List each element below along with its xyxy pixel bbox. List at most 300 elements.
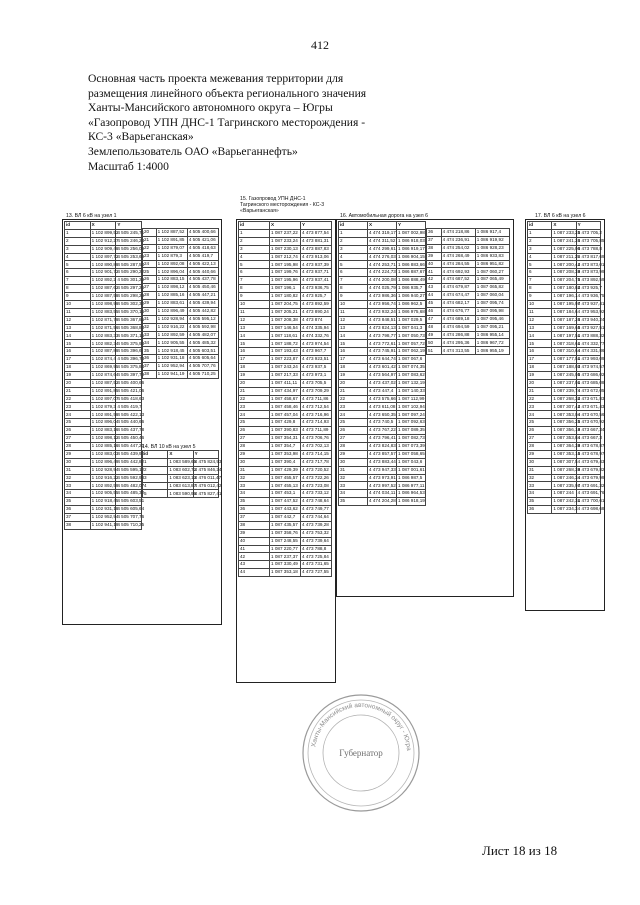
table-row (427, 236, 510, 244)
table-row (143, 490, 219, 498)
cell-x: 1 087 457,04 (270, 411, 301, 419)
cell-id: 36 (239, 506, 270, 514)
table-row (528, 442, 601, 450)
cell-x: 1 087 455,57 (270, 474, 301, 482)
table-row (143, 244, 219, 252)
cell-x: 1 102 885,16 (90, 442, 116, 450)
cell-x: 1 102 909,48 (90, 245, 116, 253)
cell-x: 1 102 897,07 (90, 395, 116, 403)
cell-x: 1 102 918,45 (90, 498, 116, 506)
cell-y: 4 475 846,24 (193, 466, 218, 474)
cell-id: 7 (528, 277, 552, 285)
cell-id: 24 (65, 411, 91, 419)
cell-id: 36 (427, 229, 442, 237)
cell-id: 25 (239, 419, 270, 427)
cell-y: 4 505 245,71 (116, 229, 142, 237)
table-row (528, 308, 601, 316)
table-row (339, 277, 426, 285)
cell-id: 35 (239, 498, 270, 506)
cell-y: 4 473 748,64 (301, 498, 332, 506)
cell-y: 4 505 297,26 (116, 285, 142, 293)
table-row (239, 269, 332, 277)
cell-x: 1 087 211,25 (552, 253, 576, 261)
table-row (65, 237, 142, 245)
cell-x: 1 102 916,22 (156, 323, 187, 331)
cell-x: 4 473 740,5 (368, 419, 397, 427)
cell-x: 1 087 364,39 (552, 442, 576, 450)
cell-x: 4 473 947,33 (368, 466, 397, 474)
table-row (65, 277, 142, 285)
cell-x: 4 474 254,02 (441, 244, 475, 252)
cell-y: 1 087 065,49 (475, 276, 509, 284)
table-row (143, 252, 219, 260)
column-header-id: id (65, 222, 91, 230)
cell-y: 4 505 450,46 (187, 284, 218, 292)
table-row (65, 387, 142, 395)
table-row (528, 387, 601, 395)
cell-id: 4 (65, 253, 91, 261)
cell-id: 7 (339, 277, 368, 285)
cell-id: 34 (65, 490, 91, 498)
table-row (239, 340, 332, 348)
table-13-continued (142, 228, 219, 379)
cell-x: 1 087 268,39 (552, 466, 576, 474)
cell-y: 1 087 001,61 (397, 466, 426, 474)
cell-y: 4 473 679,99 (576, 474, 600, 482)
cell-y: 4 475 824,93 (193, 458, 218, 466)
cell-x: 1 087 354,7 (270, 442, 301, 450)
cell-id: 50 (427, 339, 442, 347)
table-14 (142, 450, 222, 498)
cell-x: 4 474 268,49 (441, 252, 475, 260)
table-row (65, 474, 142, 482)
cell-y: 4 473 993,09 (576, 356, 600, 364)
cell-x: 1 087 208,38 (270, 316, 301, 324)
cell-y: 4 473 892,59 (301, 300, 332, 308)
cell-id: 2 (239, 237, 270, 245)
cell-id: 2 (65, 237, 91, 245)
table-row (65, 269, 142, 277)
cell-id: 6 (528, 269, 552, 277)
cell-x: 1 102 892,2 (90, 277, 116, 285)
table-row (528, 277, 601, 285)
table-row (65, 521, 142, 529)
cell-x: 1 087 204,75 (552, 277, 576, 285)
cell-y: 4 505 482,07 (116, 482, 142, 490)
cell-id: 3 (339, 245, 368, 253)
sheet-label: Лист 18 из 18 (482, 843, 558, 858)
cell-x: 4 473 798,77 (368, 332, 397, 340)
cell-x: 1 087 243,24 (270, 364, 301, 372)
table-row (339, 371, 426, 379)
cell-y: 4 474 331,86 (576, 348, 600, 356)
cell-x: 4 474 319,17 (368, 229, 397, 237)
cell-y: 4 505 370,16 (116, 308, 142, 316)
cell-x: 1 087 195,96 (270, 277, 301, 285)
cell-x: 4 473 973,91 (368, 474, 397, 482)
cell-y: 4 505 485,32 (187, 339, 218, 347)
table-row (65, 308, 142, 316)
table-row (427, 300, 510, 308)
table-row (65, 411, 142, 419)
table-row (339, 340, 426, 348)
table-row (143, 323, 219, 331)
table-row (143, 466, 219, 474)
cell-y: 1 087 043,6 (397, 458, 426, 466)
cell-y: 4 505 375,93 (116, 340, 142, 348)
cell-y: 4 473 706,76 (301, 435, 332, 443)
cell-x: 1 087 233,25 (552, 229, 576, 237)
cell-x: 4 473 772,61 (368, 340, 397, 348)
cell-y: 1 086 964,53 (397, 490, 426, 498)
cell-y: 4 505 485,32 (116, 490, 142, 498)
cell-y: 1 086 928,23 (475, 244, 509, 252)
cell-id: 21 (528, 387, 552, 395)
cell-x: 4 473 824,13 (368, 324, 397, 332)
cell-y: 4 505 605,64 (116, 506, 142, 514)
cell-y: 4 473 678,87 (576, 442, 600, 450)
table-row (239, 348, 332, 356)
table-row (339, 229, 426, 237)
table-row (65, 435, 142, 443)
table-row (239, 379, 332, 387)
cell-x: 1 102 890,88 (90, 261, 116, 269)
cell-x: 4 474 253,71 (368, 261, 397, 269)
column-header-x: X (168, 451, 193, 459)
cell-id: 1 (528, 229, 552, 237)
cell-y: 4 473 698,68 (576, 506, 600, 514)
cell-id: 26 (65, 427, 91, 435)
cell-id: 11 (65, 308, 91, 316)
cell-y: 4 473 731,65 (301, 561, 332, 569)
table-row (528, 245, 601, 253)
table-row (339, 261, 426, 269)
cell-x: 1 083 613,87 (168, 482, 193, 490)
table-row (239, 561, 332, 569)
table-row (528, 229, 601, 237)
table-row (528, 403, 601, 411)
cell-x: 1 102 899,52 (90, 229, 116, 237)
cell-id: 14 (339, 332, 368, 340)
cell-id: 13 (339, 324, 368, 332)
cell-y: 4 473 788,8 (576, 245, 600, 253)
cell-id: 2 (528, 237, 552, 245)
cell-id: 6 (339, 269, 368, 277)
cell-y: 4 505 482,07 (187, 331, 218, 339)
cell-y: 4 505 442,82 (116, 458, 142, 466)
cell-x: 1 087 223,87 (270, 356, 301, 364)
cell-x: 4 474 299,61 (368, 245, 397, 253)
table-row (143, 363, 219, 371)
cell-x: 1 102 898,12 (156, 284, 187, 292)
cell-y: 1 087 057,72 (397, 340, 426, 348)
cell-y: 4 505 447,21 (187, 292, 218, 300)
cell-y: 1 087 002,98 (397, 229, 426, 237)
table-row (339, 387, 426, 395)
cell-id: 24 (528, 411, 552, 419)
cell-id: 30 (528, 458, 552, 466)
cell-id: 33 (339, 482, 368, 490)
cell-y: 4 473 937,39 (301, 261, 332, 269)
cell-id: 18 (239, 364, 270, 372)
cell-id: 14 (65, 332, 91, 340)
cell-id: 24 (143, 260, 157, 268)
table-row (427, 229, 510, 237)
table-row (65, 300, 142, 308)
table-row (65, 324, 142, 332)
table-row (239, 482, 332, 490)
column-header-id: id (143, 451, 168, 459)
cell-id: 19 (339, 371, 368, 379)
table-row (143, 371, 219, 379)
cell-y: 4 473 890,24 (301, 308, 332, 316)
cell-x: 1 102 892,59 (90, 482, 116, 490)
table-row (239, 498, 332, 506)
cell-id: 24 (239, 411, 270, 419)
cell-x: 1 102 891,85 (156, 236, 187, 244)
table-row (143, 458, 219, 466)
cell-y: 4 473 937,5 (301, 364, 332, 372)
table-row (239, 474, 332, 482)
cell-id: 23 (239, 403, 270, 411)
cell-id: 35 (339, 498, 368, 506)
cell-x: 1 102 952,94 (90, 513, 116, 521)
cell-x: 4 474 200,08 (368, 277, 397, 285)
cell-y: 1 087 074,35 (397, 364, 426, 372)
table-row (427, 339, 510, 347)
cell-y: 4 473 705,5 (301, 379, 332, 387)
cell-y: 4 505 422,13 (187, 260, 218, 268)
cell-y: 4 473 923,51 (301, 356, 332, 364)
cell-id: 28 (339, 442, 368, 450)
cell-x: 1 102 882,34 (90, 340, 116, 348)
cell-y: 4 473 727,55 (301, 569, 332, 577)
table-row (528, 340, 601, 348)
cell-id: 8 (339, 285, 368, 293)
cell-y: 4 473 733,12 (301, 490, 332, 498)
cell-id: 16 (239, 348, 270, 356)
cell-id: 42 (427, 276, 442, 284)
cell-y: 1 086 933,83 (475, 252, 509, 260)
cell-x: 1 087 434,97 (270, 387, 301, 395)
cell-x: 1 102 883,03 (90, 450, 116, 458)
cell-x: 1 087 241,26 (552, 237, 576, 245)
cell-y: 4 473 709,29 (301, 387, 332, 395)
cell-y: 1 087 140,33 (397, 387, 426, 395)
cell-y: 4 505 246,23 (116, 237, 142, 245)
cell-y: 4 473 667,34 (576, 427, 600, 435)
column-header-y: Y (116, 222, 142, 230)
cell-id: 9 (239, 293, 270, 301)
cell-y: 4 505 605,64 (187, 355, 218, 363)
cell-x: 1 087 220,77 (270, 545, 301, 553)
cell-id: 23 (339, 403, 368, 411)
cell-id: 30 (239, 458, 270, 466)
table-row (239, 261, 332, 269)
table-row (339, 474, 426, 482)
cell-y: 4 473 705,85 (576, 237, 600, 245)
cell-x: 1 102 887,58 (90, 293, 116, 301)
cell-x: 1 087 245,05 (552, 371, 576, 379)
table-row (65, 458, 142, 466)
cell-x: 1 102 883,55 (90, 308, 116, 316)
cell-id: 17 (239, 356, 270, 364)
cell-x: 1 102 916,22 (90, 474, 116, 482)
table-row (65, 285, 142, 293)
table-row (427, 331, 510, 339)
cell-y: 1 087 097,24 (397, 411, 426, 419)
cell-y: 4 505 707,76 (187, 363, 218, 371)
cell-y: 4 505 421,06 (187, 236, 218, 244)
cell-y: 4 505 592,98 (187, 323, 218, 331)
table-row (239, 356, 332, 364)
cell-x: 4 474 692,93 (441, 268, 475, 276)
cell-id: 13 (528, 324, 552, 332)
table-15 (238, 221, 332, 577)
cell-y: 1 087 132,19 (397, 379, 426, 387)
cell-y: 4 473 937,71 (301, 269, 332, 277)
cell-id: 14 (239, 332, 270, 340)
cell-id: 10 (528, 300, 552, 308)
cell-id: 27 (528, 435, 552, 443)
table-row (339, 316, 426, 324)
cell-y: 4 473 749,77 (301, 506, 332, 514)
cell-id: 25 (143, 268, 157, 276)
cell-y: 4 505 592,98 (116, 474, 142, 482)
table-row (528, 379, 601, 387)
cell-y: 1 086 955,19 (475, 347, 509, 355)
cell-id: 39 (239, 529, 270, 537)
cell-x: 1 087 390,83 (270, 427, 301, 435)
cell-y: 4 473 712,54 (301, 403, 332, 411)
cell-x: 1 102 941,19 (90, 521, 116, 529)
cell-x: 1 102 912,27 (90, 237, 116, 245)
cell-x: 1 087 248,55 (270, 537, 301, 545)
table-row (339, 379, 426, 387)
cell-y: 4 505 595,12 (187, 315, 218, 323)
cell-y: 4 473 714,93 (301, 419, 332, 427)
cell-x: 1 087 169,65 (552, 324, 576, 332)
table-row (143, 284, 219, 292)
cell-x: 1 087 237,01 (552, 379, 576, 387)
table-row (339, 245, 426, 253)
table-row (339, 308, 426, 316)
cell-y: 4 473 691,32 (576, 482, 600, 490)
table-row (339, 364, 426, 372)
table-row (239, 450, 332, 458)
cell-y: 1 086 967,72 (475, 339, 509, 347)
cell-id: 23 (143, 252, 157, 260)
cell-x: 1 087 429,39 (270, 466, 301, 474)
cell-x: 4 474 689,18 (441, 315, 475, 323)
cell-x: 1 083 590,96 (168, 490, 193, 498)
cell-x: 4 474 295,36 (441, 339, 475, 347)
cell-x: 1 102 928,94 (156, 315, 187, 323)
cell-id: 9 (528, 293, 552, 301)
cell-x: 4 474 025,79 (368, 285, 397, 293)
cell-y: 4 505 290,22 (116, 269, 142, 277)
table-row (339, 498, 426, 506)
cell-y: 4 505 298,29 (116, 293, 142, 301)
cell-y: 1 086 955,14 (475, 331, 509, 339)
cell-x: 4 474 311,52 (368, 237, 397, 245)
cell-id: 38 (65, 521, 91, 529)
cell-x: 1 087 177,51 (552, 356, 576, 364)
table-row (239, 332, 332, 340)
cell-x: 1 102 952,94 (156, 363, 187, 371)
table-row (239, 529, 332, 537)
table-row (239, 403, 332, 411)
table-row (528, 498, 601, 506)
cell-id: 40 (427, 260, 442, 268)
cell-y: 4 473 711,86 (301, 395, 332, 403)
cell-x: 1 102 898,98 (90, 300, 116, 308)
cell-y: 1 087 065,82 (475, 284, 509, 292)
cell-y: 4 505 287,54 (116, 261, 142, 269)
cell-id: 11 (528, 308, 552, 316)
cell-y: 4 473 753,32 (301, 529, 332, 537)
title-line: Основная часть проекта межевания территории для (88, 72, 344, 85)
table-row (239, 285, 332, 293)
table-row (239, 253, 332, 261)
table-row (528, 395, 601, 403)
table-13-caption: 13. ВЛ 6 кВ на узел 1 (66, 213, 117, 219)
cell-y: 1 087 102,94 (397, 403, 426, 411)
table-row (528, 371, 601, 379)
cell-y: 4 476 011,47 (193, 474, 218, 482)
cell-y: 4 473 670,92 (576, 419, 600, 427)
cell-x: 1 102 931,18 (156, 355, 187, 363)
cell-id: 35 (65, 498, 91, 506)
cell-id: 47 (427, 315, 442, 323)
table-row (65, 379, 142, 387)
table-row (427, 347, 510, 355)
cell-x: 1 087 188,03 (552, 364, 576, 372)
cell-x: 1 087 217,33 (270, 371, 301, 379)
cell-id: 18 (528, 364, 552, 372)
cell-id: 33 (528, 482, 552, 490)
table-row (528, 482, 601, 490)
table-17 (527, 221, 605, 514)
cell-id: 28 (65, 442, 91, 450)
cell-id: 4 (339, 253, 368, 261)
cell-id: 29 (528, 450, 552, 458)
cell-x: 1 087 239,74 (552, 387, 576, 395)
cell-x: 1 087 435,57 (270, 521, 301, 529)
table-row (339, 395, 426, 403)
cell-x: 4 473 824,83 (368, 442, 397, 450)
cell-id: 36 (65, 506, 91, 514)
cell-id: 13 (65, 324, 91, 332)
cell-id: 5 (528, 261, 552, 269)
cell-id: 16 (65, 348, 91, 356)
cell-id: 27 (65, 435, 91, 443)
table-row (65, 498, 142, 506)
cell-id: 5 (239, 261, 270, 269)
table-row (528, 324, 601, 332)
cell-x: 1 102 887,52 (90, 379, 116, 387)
cell-y: 4 473 725,84 (301, 553, 332, 561)
cell-id: 6 (65, 269, 91, 277)
table-row (339, 269, 426, 277)
table-row (239, 300, 332, 308)
cell-x: 1 102 883,33 (90, 332, 116, 340)
cell-id: 27 (143, 284, 157, 292)
cell-y: 4 505 421,06 (116, 387, 142, 395)
cell-id: 5 (65, 261, 91, 269)
cell-y: 1 086 883,66 (397, 261, 426, 269)
cell-x: 4 474 679,87 (441, 284, 475, 292)
